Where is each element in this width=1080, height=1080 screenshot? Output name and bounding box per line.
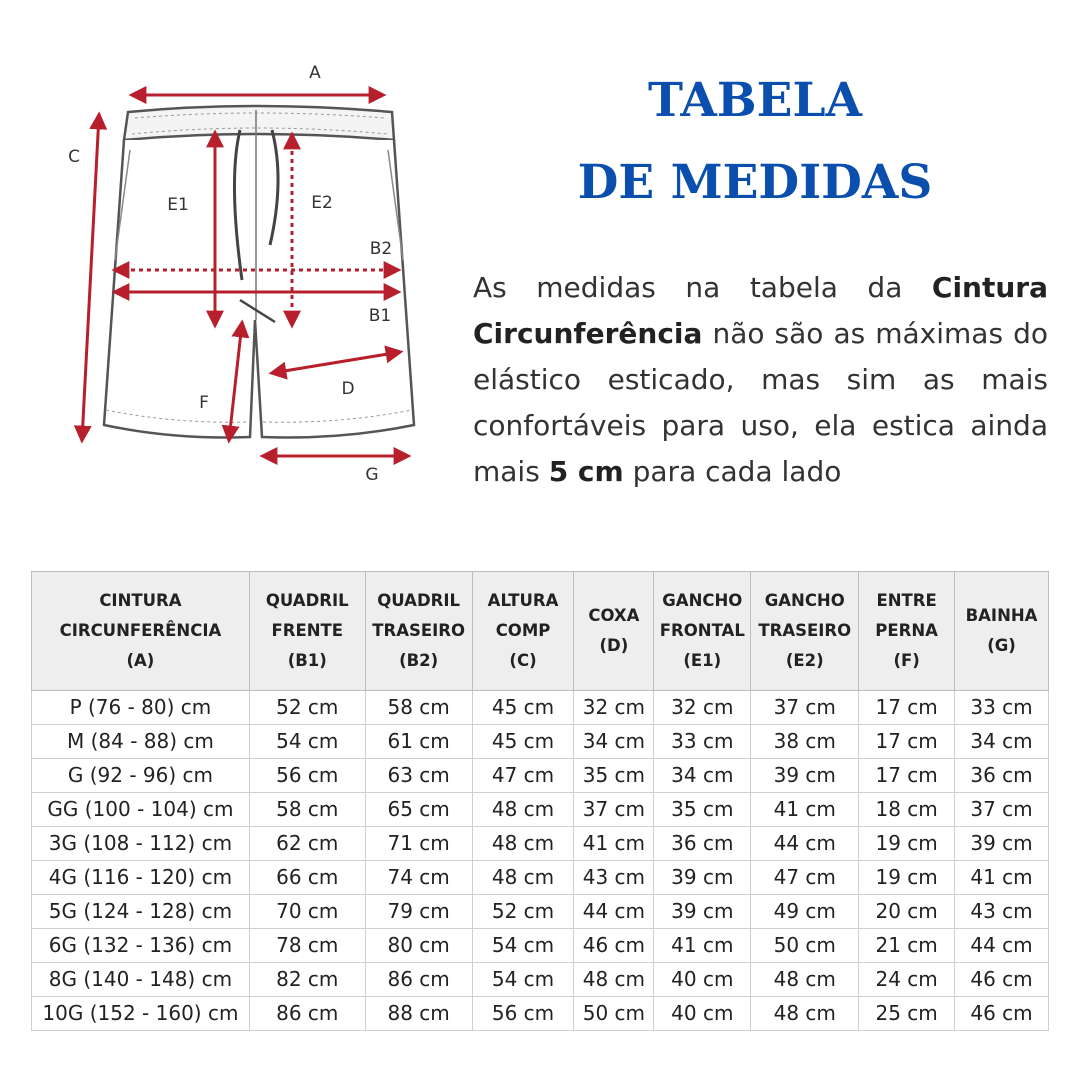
measure-cell: 45 cm xyxy=(472,691,574,725)
measure-cell: 54 cm xyxy=(249,725,365,759)
measure-cell: 80 cm xyxy=(365,929,472,963)
measure-cell: 45 cm xyxy=(472,725,574,759)
desc-bold-2: 5 cm xyxy=(548,455,624,488)
column-header-line: QUADRIL xyxy=(377,591,461,610)
column-header xyxy=(654,572,751,691)
column-header-line: CIRCUNFERÊNCIA xyxy=(59,621,222,640)
measure-cell: 54 cm xyxy=(472,929,574,963)
measure-cell: 37 cm xyxy=(955,793,1049,827)
label-b1: B1 xyxy=(368,306,392,326)
measure-cell: 41 cm xyxy=(574,827,654,861)
measure-cell: 17 cm xyxy=(859,691,955,725)
measure-cell: 62 cm xyxy=(249,827,365,861)
measure-cell: 36 cm xyxy=(654,827,751,861)
measure-cell: 39 cm xyxy=(654,861,751,895)
column-header xyxy=(32,572,250,691)
measure-cell: 48 cm xyxy=(574,963,654,997)
desc-part-3: para cada lado xyxy=(623,455,842,488)
description-text xyxy=(473,265,1048,495)
column-header xyxy=(472,572,574,691)
desc-part-1: As medidas na tabela da xyxy=(473,271,932,304)
measure-cell: 37 cm xyxy=(574,793,654,827)
measure-cell: 34 cm xyxy=(955,725,1049,759)
size-cell: M (84 - 88) cm xyxy=(32,725,250,759)
column-header-line: GANCHO xyxy=(662,591,743,610)
measure-cell: 41 cm xyxy=(955,861,1049,895)
measure-cell: 43 cm xyxy=(955,895,1049,929)
column-header-line: ENTRE xyxy=(876,591,937,610)
measure-cell: 40 cm xyxy=(654,997,751,1031)
column-header-line: (D) xyxy=(599,636,629,655)
column-header-line: COMP xyxy=(495,621,551,640)
measure-cell: 50 cm xyxy=(751,929,859,963)
measure-cell: 48 cm xyxy=(751,997,859,1031)
column-header-line: QUADRIL xyxy=(265,591,349,610)
measure-cell: 52 cm xyxy=(472,895,574,929)
measure-cell: 38 cm xyxy=(751,725,859,759)
measure-cell: 79 cm xyxy=(365,895,472,929)
size-cell: 3G (108 - 112) cm xyxy=(32,827,250,861)
column-header-line: COXA xyxy=(588,606,640,625)
measure-cell: 46 cm xyxy=(574,929,654,963)
label-d: D xyxy=(341,379,355,399)
column-header-line: (B2) xyxy=(399,651,439,670)
measure-cell: 71 cm xyxy=(365,827,472,861)
column-header-line: FRENTE xyxy=(271,621,344,640)
measure-cell: 61 cm xyxy=(365,725,472,759)
measure-cell: 20 cm xyxy=(859,895,955,929)
table-row xyxy=(32,963,1049,997)
measure-cell: 17 cm xyxy=(859,725,955,759)
column-header xyxy=(955,572,1049,691)
measure-cell: 88 cm xyxy=(365,997,472,1031)
table-header xyxy=(32,572,1049,691)
measure-cell: 63 cm xyxy=(365,759,472,793)
table-row xyxy=(32,725,1049,759)
table-row xyxy=(32,691,1049,725)
desc-bold-1: Cintura Circunferência xyxy=(473,271,1048,350)
table-row xyxy=(32,827,1049,861)
column-header xyxy=(751,572,859,691)
measure-cell: 19 cm xyxy=(859,861,955,895)
page-title xyxy=(560,60,950,224)
title-line-1: TABELA xyxy=(648,73,862,128)
size-cell: 6G (132 - 136) cm xyxy=(32,929,250,963)
column-header-line: CINTURA xyxy=(99,591,182,610)
measure-cell: 44 cm xyxy=(751,827,859,861)
column-header-line: (C) xyxy=(509,651,537,670)
size-cell: 10G (152 - 160) cm xyxy=(32,997,250,1031)
column-header xyxy=(365,572,472,691)
label-b2: B2 xyxy=(369,239,393,259)
measure-cell: 18 cm xyxy=(859,793,955,827)
column-header-line: GANCHO xyxy=(764,591,845,610)
measure-cell: 39 cm xyxy=(955,827,1049,861)
measure-cell: 41 cm xyxy=(654,929,751,963)
measure-cell: 33 cm xyxy=(955,691,1049,725)
column-header-line: ALTURA xyxy=(487,591,559,610)
table-row xyxy=(32,895,1049,929)
column-header-line: BAINHA xyxy=(965,606,1038,625)
measure-cell: 49 cm xyxy=(751,895,859,929)
size-cell: P (76 - 80) cm xyxy=(32,691,250,725)
measure-cell: 56 cm xyxy=(249,759,365,793)
measure-cell: 36 cm xyxy=(955,759,1049,793)
measure-cell: 66 cm xyxy=(249,861,365,895)
column-header xyxy=(859,572,955,691)
column-header-line: (E2) xyxy=(785,651,824,670)
measure-cell: 35 cm xyxy=(654,793,751,827)
title-line-2: DE MEDIDAS xyxy=(577,155,933,210)
measure-cell: 52 cm xyxy=(249,691,365,725)
measure-cell: 44 cm xyxy=(574,895,654,929)
measure-cell: 24 cm xyxy=(859,963,955,997)
column-header-line: (A) xyxy=(126,651,155,670)
header-row xyxy=(32,572,1049,691)
measure-cell: 37 cm xyxy=(751,691,859,725)
size-cell: GG (100 - 104) cm xyxy=(32,793,250,827)
measure-cell: 21 cm xyxy=(859,929,955,963)
label-e2: E2 xyxy=(311,193,333,213)
measure-cell: 39 cm xyxy=(751,759,859,793)
table-row xyxy=(32,759,1049,793)
measure-cell: 35 cm xyxy=(574,759,654,793)
measure-cell: 47 cm xyxy=(472,759,574,793)
column-header-line: (E1) xyxy=(683,651,722,670)
measure-cell: 46 cm xyxy=(955,963,1049,997)
measure-cell: 86 cm xyxy=(249,997,365,1031)
size-cell: 5G (124 - 128) cm xyxy=(32,895,250,929)
measure-cell: 46 cm xyxy=(955,997,1049,1031)
measure-cell: 25 cm xyxy=(859,997,955,1031)
measure-cell: 17 cm xyxy=(859,759,955,793)
table-row xyxy=(32,997,1049,1031)
size-cell: G (92 - 96) cm xyxy=(32,759,250,793)
size-cell: 4G (116 - 120) cm xyxy=(32,861,250,895)
measure-cell: 86 cm xyxy=(365,963,472,997)
measure-cell: 82 cm xyxy=(249,963,365,997)
shorts-outline xyxy=(104,106,414,438)
column-header-line: PERNA xyxy=(875,621,938,640)
shorts-diagram xyxy=(60,55,430,495)
measure-cell: 58 cm xyxy=(365,691,472,725)
table-body xyxy=(32,691,1049,1031)
measure-cell: 19 cm xyxy=(859,827,955,861)
measure-cell: 74 cm xyxy=(365,861,472,895)
measure-cell: 47 cm xyxy=(751,861,859,895)
table-row xyxy=(32,861,1049,895)
measure-cell: 44 cm xyxy=(955,929,1049,963)
measure-cell: 48 cm xyxy=(472,793,574,827)
column-header xyxy=(574,572,654,691)
table-row xyxy=(32,793,1049,827)
column-header-line: TRASEIRO xyxy=(758,621,852,640)
column-header-line: (F) xyxy=(893,651,920,670)
size-table xyxy=(31,571,1049,1031)
column-header-line: (B1) xyxy=(287,651,327,670)
measure-cell: 43 cm xyxy=(574,861,654,895)
measure-cell: 34 cm xyxy=(574,725,654,759)
measure-cell: 56 cm xyxy=(472,997,574,1031)
measure-cell: 33 cm xyxy=(654,725,751,759)
desc-part-2: não são as máximas do elástico esticado, mas sim as mais confortáveis para uso, ela estica ainda mais xyxy=(473,317,1048,488)
measure-cell: 41 cm xyxy=(751,793,859,827)
column-header-line: (G) xyxy=(987,636,1016,655)
label-f: F xyxy=(199,393,209,413)
measure-cell: 34 cm xyxy=(654,759,751,793)
label-c: C xyxy=(68,147,80,167)
measure-cell: 54 cm xyxy=(472,963,574,997)
measure-cell: 50 cm xyxy=(574,997,654,1031)
size-cell: 8G (140 - 148) cm xyxy=(32,963,250,997)
measure-cell: 39 cm xyxy=(654,895,751,929)
measure-cell: 78 cm xyxy=(249,929,365,963)
measure-cell: 70 cm xyxy=(249,895,365,929)
label-e1: E1 xyxy=(167,195,189,215)
table-row xyxy=(32,929,1049,963)
measure-cell: 58 cm xyxy=(249,793,365,827)
measure-cell: 48 cm xyxy=(472,861,574,895)
column-header xyxy=(249,572,365,691)
measure-cell: 65 cm xyxy=(365,793,472,827)
measure-cell: 48 cm xyxy=(751,963,859,997)
measure-cell: 48 cm xyxy=(472,827,574,861)
column-header-line: TRASEIRO xyxy=(372,621,466,640)
column-header-line: FRONTAL xyxy=(659,621,745,640)
measure-cell: 32 cm xyxy=(654,691,751,725)
measure-cell: 40 cm xyxy=(654,963,751,997)
label-a: A xyxy=(309,63,321,83)
label-g: G xyxy=(365,465,379,485)
measure-cell: 32 cm xyxy=(574,691,654,725)
